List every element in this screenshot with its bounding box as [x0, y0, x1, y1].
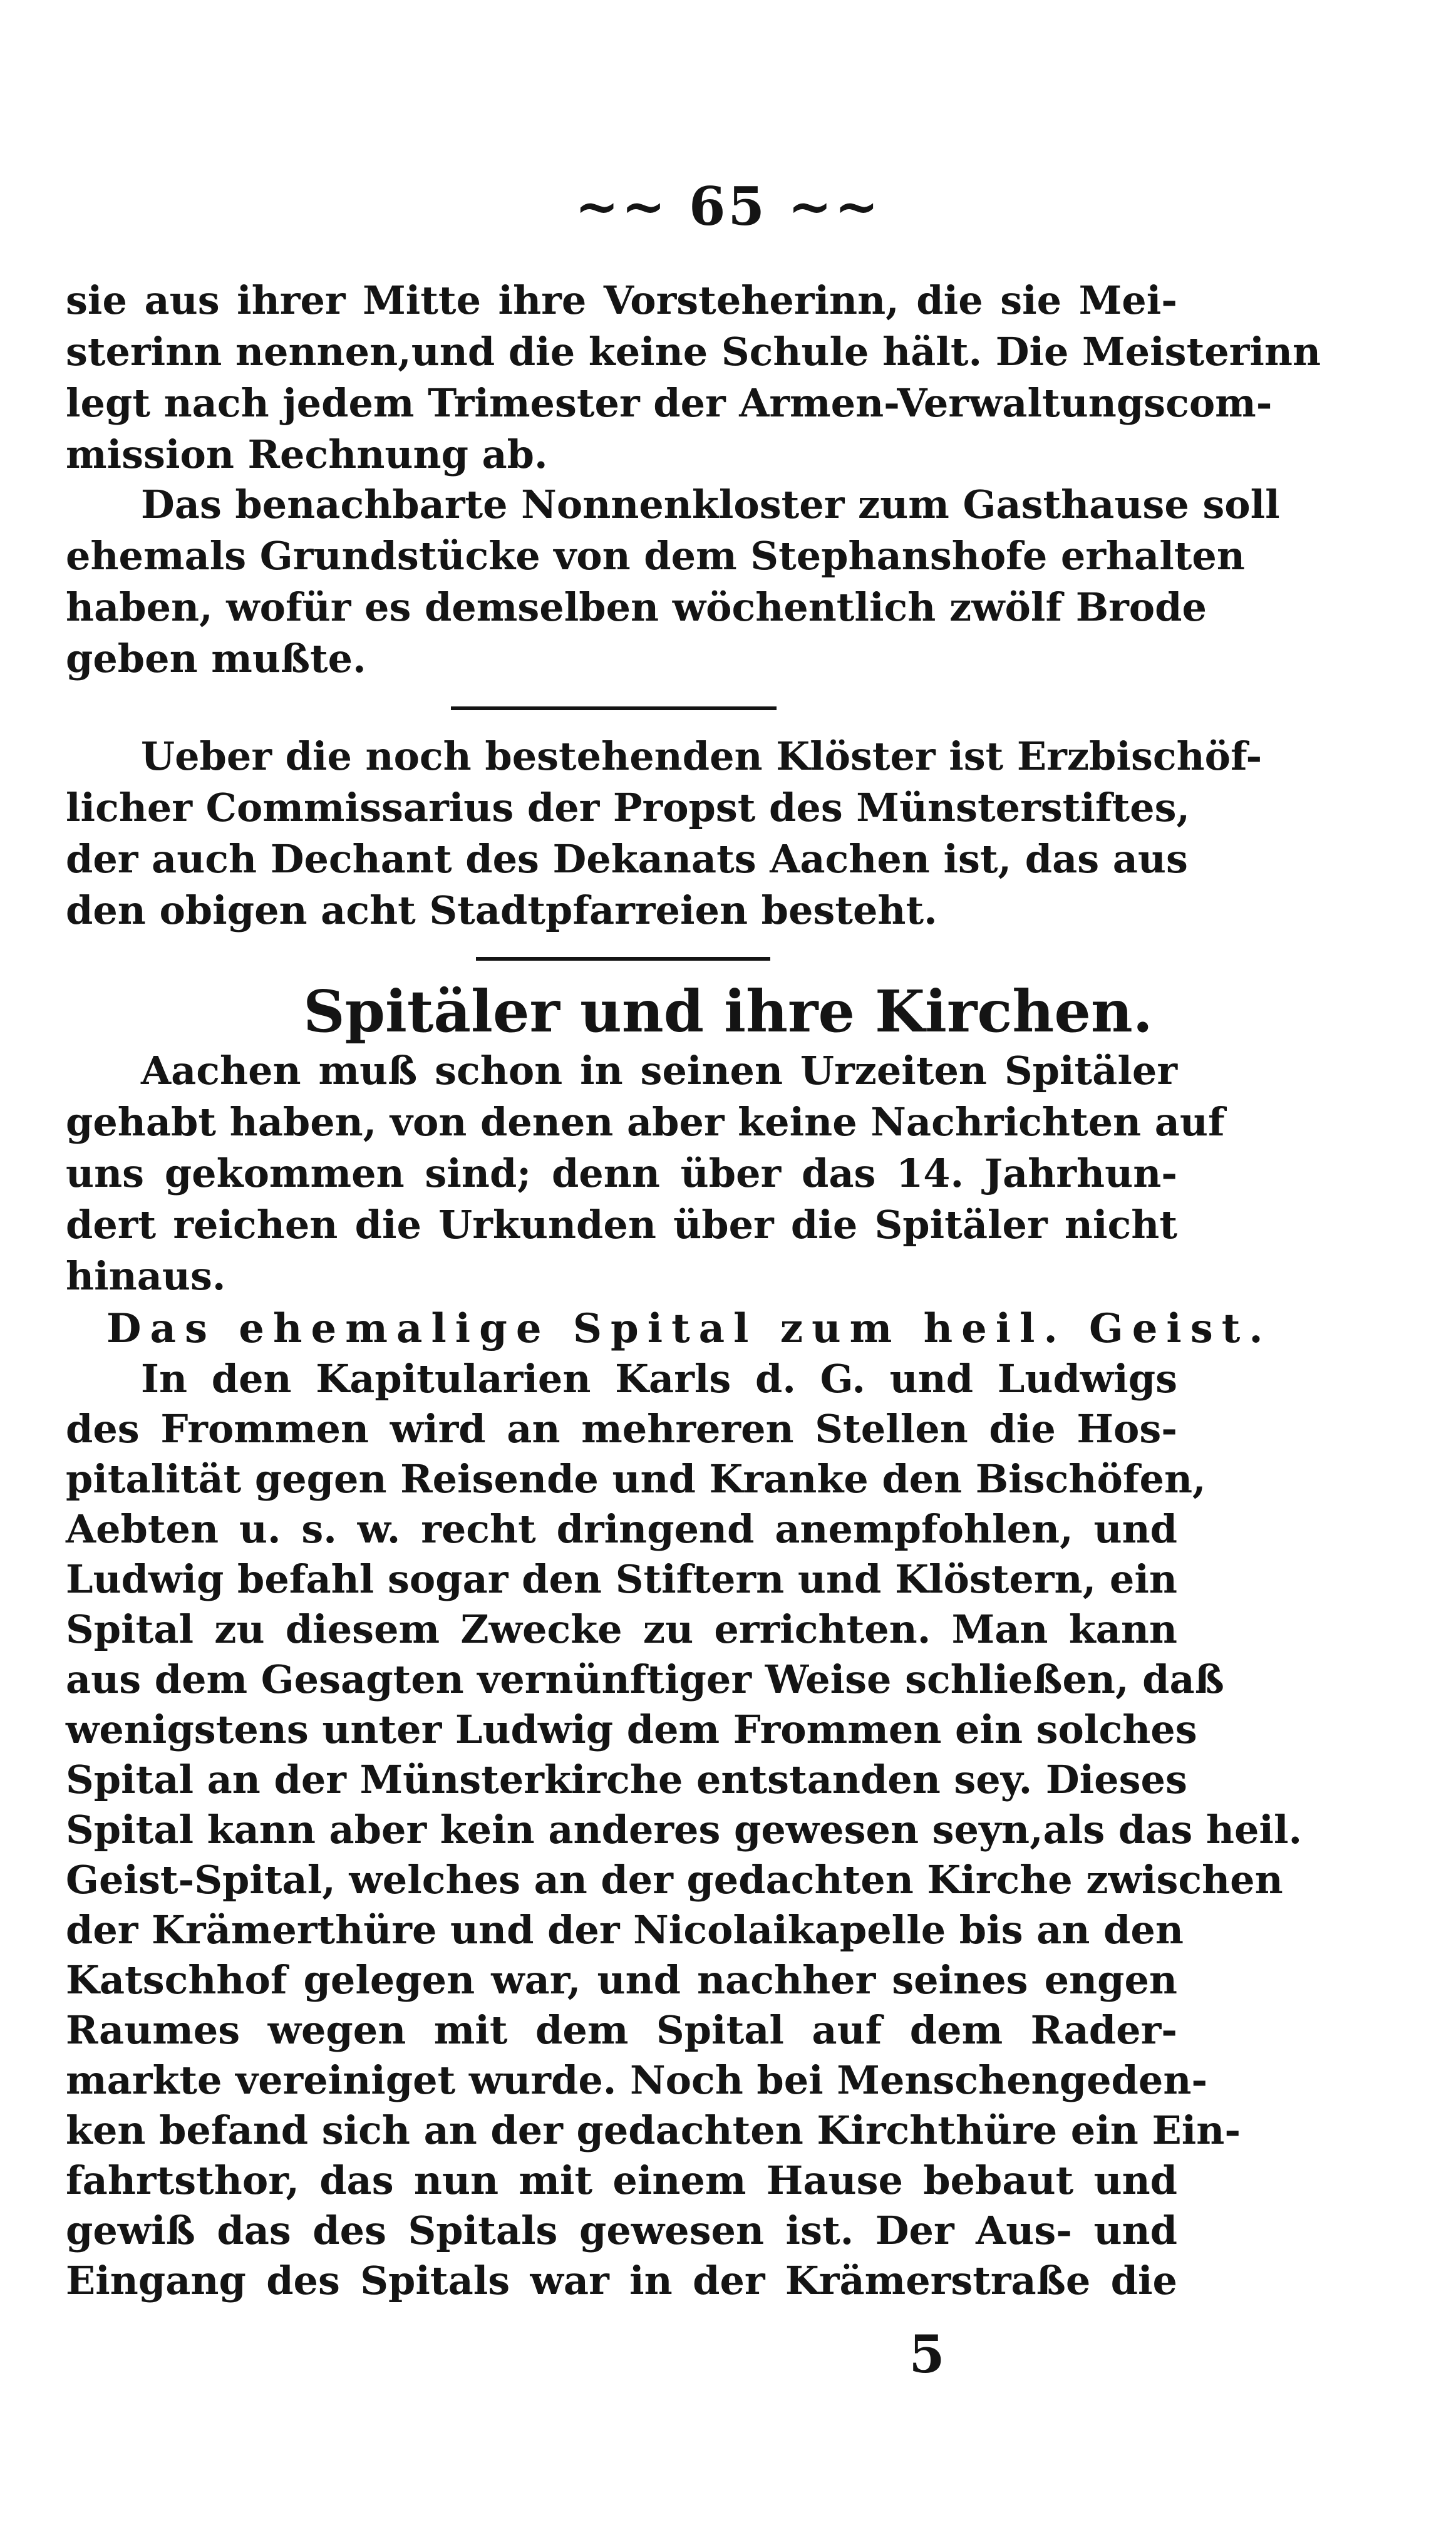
text-line: pitalität gegen Reisende und Kranke den Bischöfen, [66, 1456, 1206, 1502]
text-line: haben, wofür es demselben wöchentlich zwölf Brode [66, 584, 1207, 630]
text-line: legt nach jedem Trimester der Armen-Verwaltungscom- [66, 380, 1273, 426]
text-line: mission Rechnung ab. [66, 432, 548, 477]
text-line: den obigen acht Stadtpfarreien besteht. [66, 887, 937, 933]
text-line: hinaus. [66, 1253, 226, 1299]
text-line: der Krämerthüre und der Nicolaikapelle bis an den [66, 1907, 1184, 1953]
text-line: sie aus ihrer Mitte ihre Vorsteherinn, die sie Mei- [66, 277, 1177, 323]
text-line: licher Commissarius der Propst des Münsterstiftes, [66, 785, 1190, 830]
text-line: uns gekommen sind; denn über das 14. Jahrhun- [66, 1150, 1177, 1196]
text-line: Geist-Spital, welches an der gedachten Kirche zwischen [66, 1857, 1283, 1903]
text-line: Spital zu diesem Zwecke zu errichten. Man kann [66, 1606, 1177, 1652]
text-line: ehemals Grundstücke von dem Stephanshofe erhalten [66, 533, 1245, 579]
section-divider [476, 957, 770, 961]
text-line: gehabt haben, von denen aber keine Nachrichten auf [66, 1099, 1225, 1145]
signature-mark: 5 [909, 2325, 945, 2385]
text-line: wenigstens unter Ludwig dem Frommen ein solches [66, 1707, 1197, 1752]
text-line: Ueber die noch bestehenden Klöster ist Erzbischöf- [141, 733, 1262, 779]
text-line: der auch Dechant des Dekanats Aachen ist, das aus [66, 836, 1188, 882]
text-line: Spital kann aber kein anderes gewesen seyn,als das heil. [66, 1807, 1303, 1853]
section-heading: Spitäler und ihre Kirchen. [303, 978, 1153, 1045]
text-line: dert reichen die Urkunden über die Spitäler nicht [66, 1202, 1177, 1248]
text-line: gewiß das des Spitals gewesen ist. Der Aus- und [66, 2208, 1177, 2253]
text-line: Das benachbarte Nonnenkloster zum Gasthause soll [141, 482, 1280, 527]
text-line: Raumes wegen mit dem Spital auf dem Rader- [66, 2007, 1177, 2053]
text-line: fahrtsthor, das nun mit einem Hause bebaut und [66, 2158, 1177, 2203]
text-line: aus dem Gesagten vernünftiger Weise schließen, daß [66, 1656, 1224, 1702]
text-line: Aebten u. s. w. recht dringend anempfohlen, und [66, 1506, 1177, 1552]
text-line: Eingang des Spitals war in der Krämerstraße die [66, 2258, 1177, 2303]
text-line: sterinn nennen,und die keine Schule hält. Die Meisterinn [66, 329, 1321, 375]
text-line: Aachen muß schon in seinen Urzeiten Spitäler [141, 1048, 1177, 1093]
subsection-heading: Das ehemalige Spital zum heil. Geist. [106, 1305, 1272, 1352]
section-divider [451, 706, 777, 710]
text-line: In den Kapitularien Karls d. G. und Ludwigs [141, 1356, 1177, 1402]
text-line: Ludwig befahl sogar den Stiftern und Klöstern, ein [66, 1556, 1177, 1602]
page-header: ~~ 65 ~~ [575, 175, 881, 237]
text-line: markte vereiniget wurde. Noch bei Menschengeden- [66, 2057, 1208, 2103]
text-line: ken befand sich an der gedachten Kirchthüre ein Ein- [66, 2107, 1241, 2153]
text-line: geben mußte. [66, 636, 366, 681]
text-line: Spital an der Münsterkirche entstanden sey. Dieses [66, 1757, 1187, 1802]
text-line: Katschhof gelegen war, und nachher seines engen [66, 1957, 1177, 2003]
text-line: des Frommen wird an mehreren Stellen die Hos- [66, 1406, 1177, 1452]
